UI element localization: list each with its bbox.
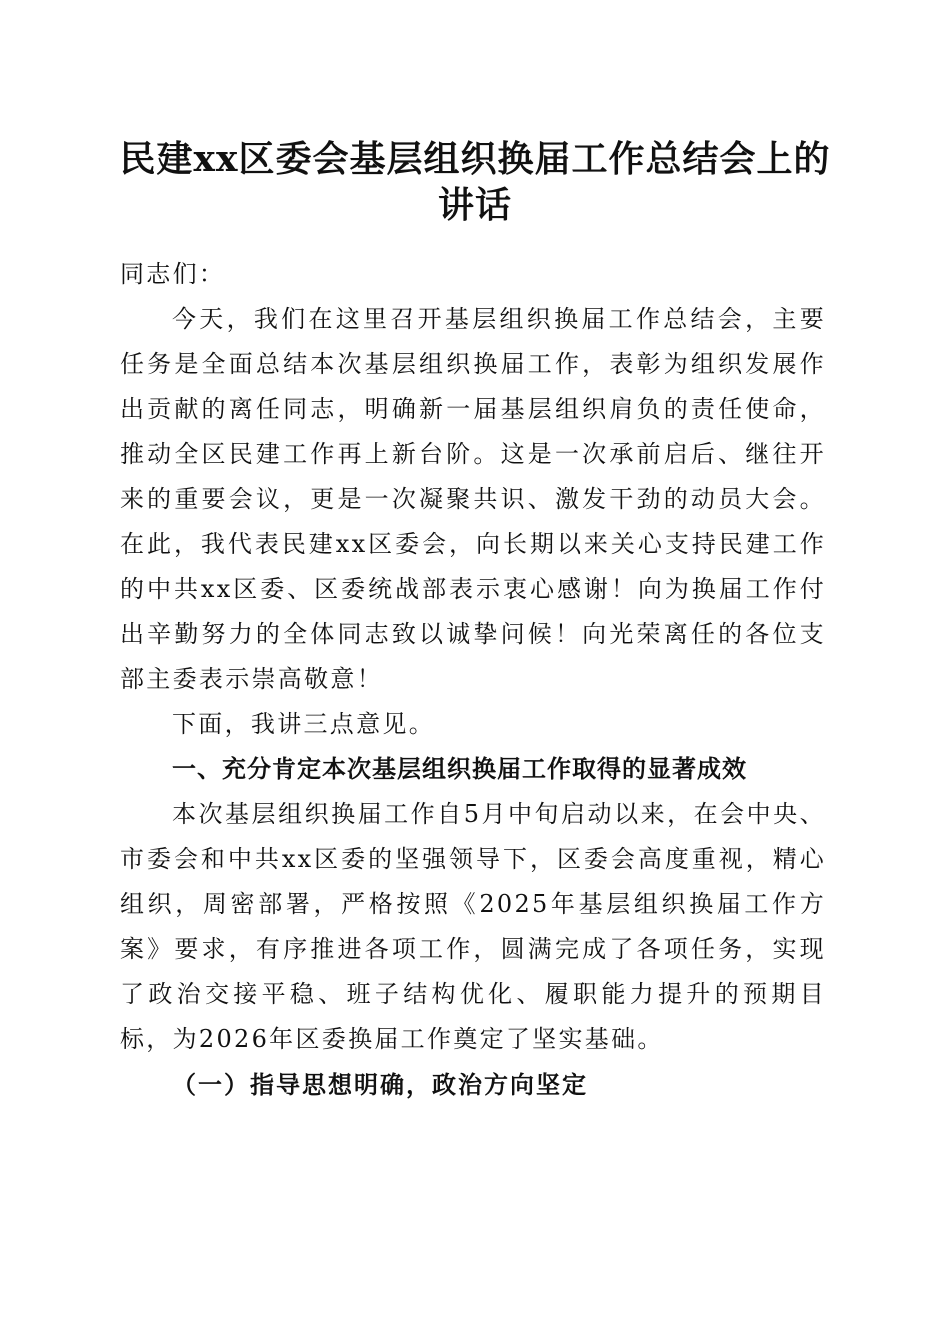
document-title-line-1: 民建xx区委会基层组织换届工作总结会上的 [119,138,831,180]
document-title [100,136,850,228]
opening-paragraph: 今天，我们在这里召开基层组织换届工作总结会，主要任务是全面总结本次基层组织换届工作，表彰为组织发展作出贡献的离任同志，明确新一届基层组织肩负的责任使命，推动全区民建工作再上新台阶。这是一次承前启后、继往开来的重要会议，更是一次凝聚共识、激发干劲的动员大会。在此，我代表民建xx区委会，向长期以来关心支持民建工作的中共xx区委、区委统战部表示衷心感谢！向为换届工作付出辛勤努力的全体同志致以诚挚问候！向光荣离任的各位支部主委表示崇高敬意！ [120,305,826,693]
section-1-heading: 一、充分肯定本次基层组织换届工作取得的显著成效 [172,755,747,783]
document-body [120,252,826,1107]
document-title-line-2: 讲话 [437,184,512,226]
subsection-1-heading: （一）指导思想明确，政治方向坚定 [172,1070,588,1099]
section-1-paragraph: 本次基层组织换届工作自5月中旬启动以来，在会中央、市委会和中共xx区委的坚强领导下，区委会高度重视，精心组织，周密部署，严格按照《2025年基层组织换届工作方案》要求，有序推进各项工作，圆满完成了各项任务，实现了政治交接平稳、班子结构优化、履职能力提升的预期目标，为2026年区委换届工作奠定了坚实基础。 [120,800,826,1053]
transition-paragraph: 下面，我讲三点意见。 [172,710,435,738]
salutation: 同志们： [120,260,226,288]
